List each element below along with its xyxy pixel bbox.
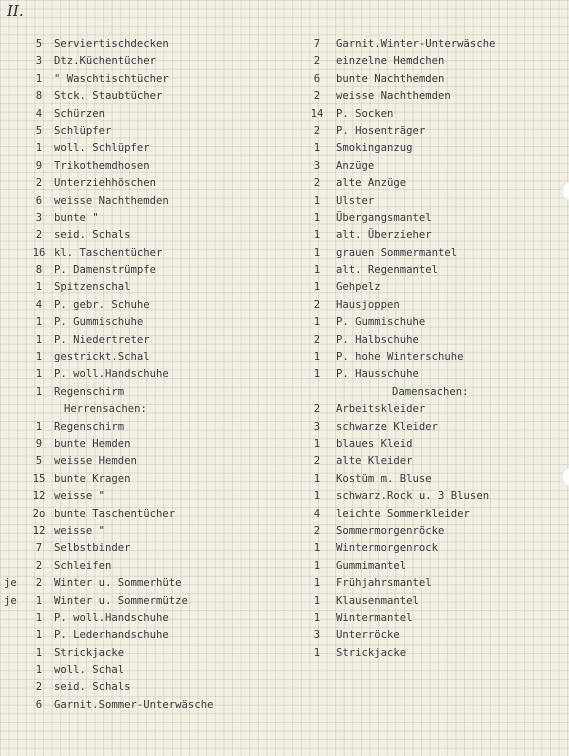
item-description: grauen Sommermantel bbox=[336, 246, 458, 259]
item-description: Spitzenschal bbox=[54, 281, 131, 294]
item-quantity: 3 bbox=[313, 420, 321, 433]
item-quantity: 1 bbox=[35, 611, 43, 624]
page-number: II. bbox=[7, 2, 24, 20]
item-quantity: 2 bbox=[35, 559, 43, 572]
item-description: weisse Hemden bbox=[54, 455, 137, 468]
item-quantity: 2 bbox=[313, 177, 321, 190]
item-quantity: 12 bbox=[32, 524, 46, 537]
item-description: P. Hausschuhe bbox=[336, 368, 419, 381]
item-description: P. Gummischuhe bbox=[54, 316, 144, 329]
item-description: gestrickt.Schal bbox=[54, 351, 150, 364]
item-description: Gehpelz bbox=[336, 281, 381, 294]
item-quantity: 4 bbox=[35, 298, 43, 311]
item-description: P. Gummischuhe bbox=[336, 316, 426, 329]
item-quantity: 1 bbox=[35, 646, 43, 659]
item-description: Ulster bbox=[336, 194, 375, 207]
item-description: alt. Überzieher bbox=[336, 229, 432, 242]
item-quantity: 9 bbox=[35, 159, 43, 172]
item-quantity: 2 bbox=[313, 298, 321, 311]
item-description: seid. Schals bbox=[54, 229, 131, 242]
item-quantity: 6 bbox=[35, 194, 43, 207]
item-quantity: 1 bbox=[35, 368, 43, 381]
item-quantity: 6 bbox=[35, 698, 43, 711]
item-description: schwarz.Rock u. 3 Blusen bbox=[336, 490, 490, 503]
item-quantity: 1 bbox=[35, 351, 43, 364]
item-quantity: 5 bbox=[35, 38, 43, 50]
item-description: bunte Nachthemden bbox=[336, 72, 445, 85]
item-description: alte Kleider bbox=[336, 455, 413, 468]
item-quantity: 1 bbox=[35, 316, 43, 329]
item-description: weisse " bbox=[54, 490, 106, 503]
item-description: Sommermorgenröcke bbox=[336, 524, 445, 537]
item-description: Trikothemdhosen bbox=[54, 159, 150, 172]
item-quantity: 1 bbox=[35, 333, 43, 346]
item-quantity: 1 bbox=[313, 351, 321, 364]
item-description: Stck. Staubtücher bbox=[54, 90, 163, 103]
item-description: Selbstbinder bbox=[54, 542, 131, 555]
item-quantity: 1 bbox=[35, 420, 43, 433]
item-description: bunte Hemden bbox=[54, 437, 131, 450]
item-description: P. Hosenträger bbox=[336, 124, 426, 137]
item-description: P. Damenstrümpfe bbox=[54, 264, 157, 277]
item-description: Unterröcke bbox=[336, 629, 400, 642]
item-quantity: 1 bbox=[35, 142, 43, 155]
item-description: Wintermantel bbox=[336, 611, 413, 624]
item-description: Wintermorgenrock bbox=[336, 542, 439, 555]
item-quantity: 2 bbox=[313, 455, 321, 468]
item-description: P. Halbschuhe bbox=[336, 333, 419, 346]
item-quantity: 2 bbox=[313, 333, 321, 346]
item-description: Winter u. Sommerhüte bbox=[54, 577, 182, 590]
item-quantity: 16 bbox=[32, 246, 46, 259]
item-quantity: 1 bbox=[313, 594, 321, 607]
item-quantity: 2o bbox=[32, 507, 46, 520]
item-quantity: 8 bbox=[35, 264, 43, 277]
item-description: Dtz.Küchentücher bbox=[54, 55, 157, 68]
item-quantity: 1 bbox=[313, 472, 321, 485]
item-quantity: 1 bbox=[313, 577, 321, 590]
item-quantity: 9 bbox=[35, 437, 43, 450]
section-heading-text: Damensachen: bbox=[392, 385, 469, 398]
item-description: seid. Schals bbox=[54, 681, 131, 694]
item-description: Garnit.Winter-Unterwäsche bbox=[336, 38, 496, 50]
item-quantity: 1 bbox=[313, 559, 321, 572]
item-quantity: 1 bbox=[313, 490, 321, 503]
item-description: P. Niedertreter bbox=[54, 333, 150, 346]
item-quantity: 6 bbox=[313, 72, 321, 85]
item-description: Schürzen bbox=[54, 107, 106, 120]
item-quantity: 2 bbox=[35, 681, 43, 694]
item-description: P. gebr. Schuhe bbox=[54, 298, 150, 311]
item-description: P. woll.Handschuhe bbox=[54, 368, 169, 381]
item-description: Übergangsmantel bbox=[336, 211, 432, 224]
item-description: Winter u. Sommermütze bbox=[54, 594, 188, 607]
item-quantity: 1 bbox=[313, 142, 321, 155]
punch-hole bbox=[561, 182, 569, 200]
item-description: P. hohe Winterschuhe bbox=[336, 351, 464, 364]
item-quantity: 1 bbox=[313, 281, 321, 294]
item-description: Unterziehhöschen bbox=[54, 177, 157, 190]
item-description: schwarze Kleider bbox=[336, 420, 439, 433]
item-quantity: 1 bbox=[35, 594, 43, 607]
item-quantity: 1 bbox=[313, 264, 321, 277]
item-description: Smokinganzug bbox=[336, 142, 413, 155]
item-description: " Waschtischtücher bbox=[54, 72, 169, 85]
item-quantity: 1 bbox=[313, 194, 321, 207]
item-quantity: 1 bbox=[35, 281, 43, 294]
item-description: woll. Schlüpfer bbox=[54, 142, 150, 155]
item-description: Strickjacke bbox=[54, 646, 125, 659]
item-quantity: 12 bbox=[32, 490, 46, 503]
item-description: kl. Taschentücher bbox=[54, 246, 163, 259]
item-prefix: je bbox=[4, 594, 17, 607]
item-description: Klausenmantel bbox=[336, 594, 419, 607]
item-description: Kostüm m. Bluse bbox=[336, 472, 432, 485]
item-description: P. Socken bbox=[336, 107, 394, 120]
item-description: bunte " bbox=[54, 211, 99, 224]
item-quantity: 1 bbox=[313, 368, 321, 381]
item-quantity: 1 bbox=[35, 385, 43, 398]
item-quantity: 2 bbox=[35, 177, 43, 190]
item-description: bunte Kragen bbox=[54, 472, 131, 485]
item-quantity: 1 bbox=[313, 437, 321, 450]
item-quantity: 2 bbox=[313, 403, 321, 416]
item-description: P. woll.Handschuhe bbox=[54, 611, 169, 624]
item-quantity: 1 bbox=[313, 246, 321, 259]
item-quantity: 1 bbox=[313, 542, 321, 555]
item-description: einzelne Hemdchen bbox=[336, 55, 445, 68]
item-quantity: 2 bbox=[313, 55, 321, 68]
item-quantity: 1 bbox=[35, 629, 43, 642]
item-description: Strickjacke bbox=[336, 646, 407, 659]
item-quantity: 8 bbox=[35, 90, 43, 103]
item-description: Regenschirm bbox=[54, 385, 125, 398]
item-quantity: 3 bbox=[35, 211, 43, 224]
punch-hole bbox=[561, 468, 569, 486]
item-description: weisse " bbox=[54, 524, 106, 537]
item-quantity: 1 bbox=[35, 72, 43, 85]
item-description: Regenschirm bbox=[54, 420, 125, 433]
item-description: Gummimantel bbox=[336, 559, 407, 572]
item-quantity: 3 bbox=[313, 159, 321, 172]
item-quantity: 5 bbox=[35, 124, 43, 137]
item-quantity: 5 bbox=[35, 455, 43, 468]
item-description: Schlüpfer bbox=[54, 124, 112, 137]
item-quantity: 15 bbox=[32, 472, 46, 485]
item-quantity: 2 bbox=[313, 524, 321, 537]
item-quantity: 1 bbox=[313, 229, 321, 242]
item-description: Frühjahrsmantel bbox=[336, 577, 432, 590]
item-description: Anzüge bbox=[336, 159, 375, 172]
item-quantity: 1 bbox=[313, 646, 321, 659]
item-quantity: 4 bbox=[313, 507, 321, 520]
item-description: Arbeitskleider bbox=[336, 403, 426, 416]
item-description: weisse Nachthemden bbox=[54, 194, 169, 207]
item-description: blaues Kleid bbox=[336, 437, 413, 450]
item-description: woll. Schal bbox=[54, 664, 125, 677]
item-description: alt. Regenmantel bbox=[336, 264, 439, 277]
item-description: Garnit.Sommer-Unterwäsche bbox=[54, 698, 214, 711]
item-quantity: 14 bbox=[310, 107, 324, 120]
item-description: Serviertischdecken bbox=[54, 38, 169, 50]
item-quantity: 1 bbox=[313, 316, 321, 329]
item-quantity: 1 bbox=[313, 211, 321, 224]
item-quantity: 2 bbox=[313, 90, 321, 103]
item-description: Schleifen bbox=[54, 559, 112, 572]
item-description: weisse Nachthemden bbox=[336, 90, 451, 103]
item-quantity: 1 bbox=[313, 611, 321, 624]
item-quantity: 3 bbox=[35, 55, 43, 68]
item-description: leichte Sommerkleider bbox=[336, 507, 470, 520]
item-quantity: 2 bbox=[35, 577, 43, 590]
item-quantity: 2 bbox=[313, 124, 321, 137]
item-quantity: 2 bbox=[35, 229, 43, 242]
item-quantity: 4 bbox=[35, 107, 43, 120]
item-quantity: 7 bbox=[313, 38, 321, 50]
item-quantity: 1 bbox=[35, 664, 43, 677]
item-prefix: je bbox=[4, 577, 17, 590]
section-heading-text: Herrensachen: bbox=[64, 403, 147, 416]
item-description: bunte Taschentücher bbox=[54, 507, 176, 520]
item-description: P. Lederhandschuhe bbox=[54, 629, 169, 642]
item-description: alte Anzüge bbox=[336, 177, 407, 190]
item-quantity: 3 bbox=[313, 629, 321, 642]
item-quantity: 7 bbox=[35, 542, 43, 555]
item-description: Hausjoppen bbox=[336, 298, 400, 311]
